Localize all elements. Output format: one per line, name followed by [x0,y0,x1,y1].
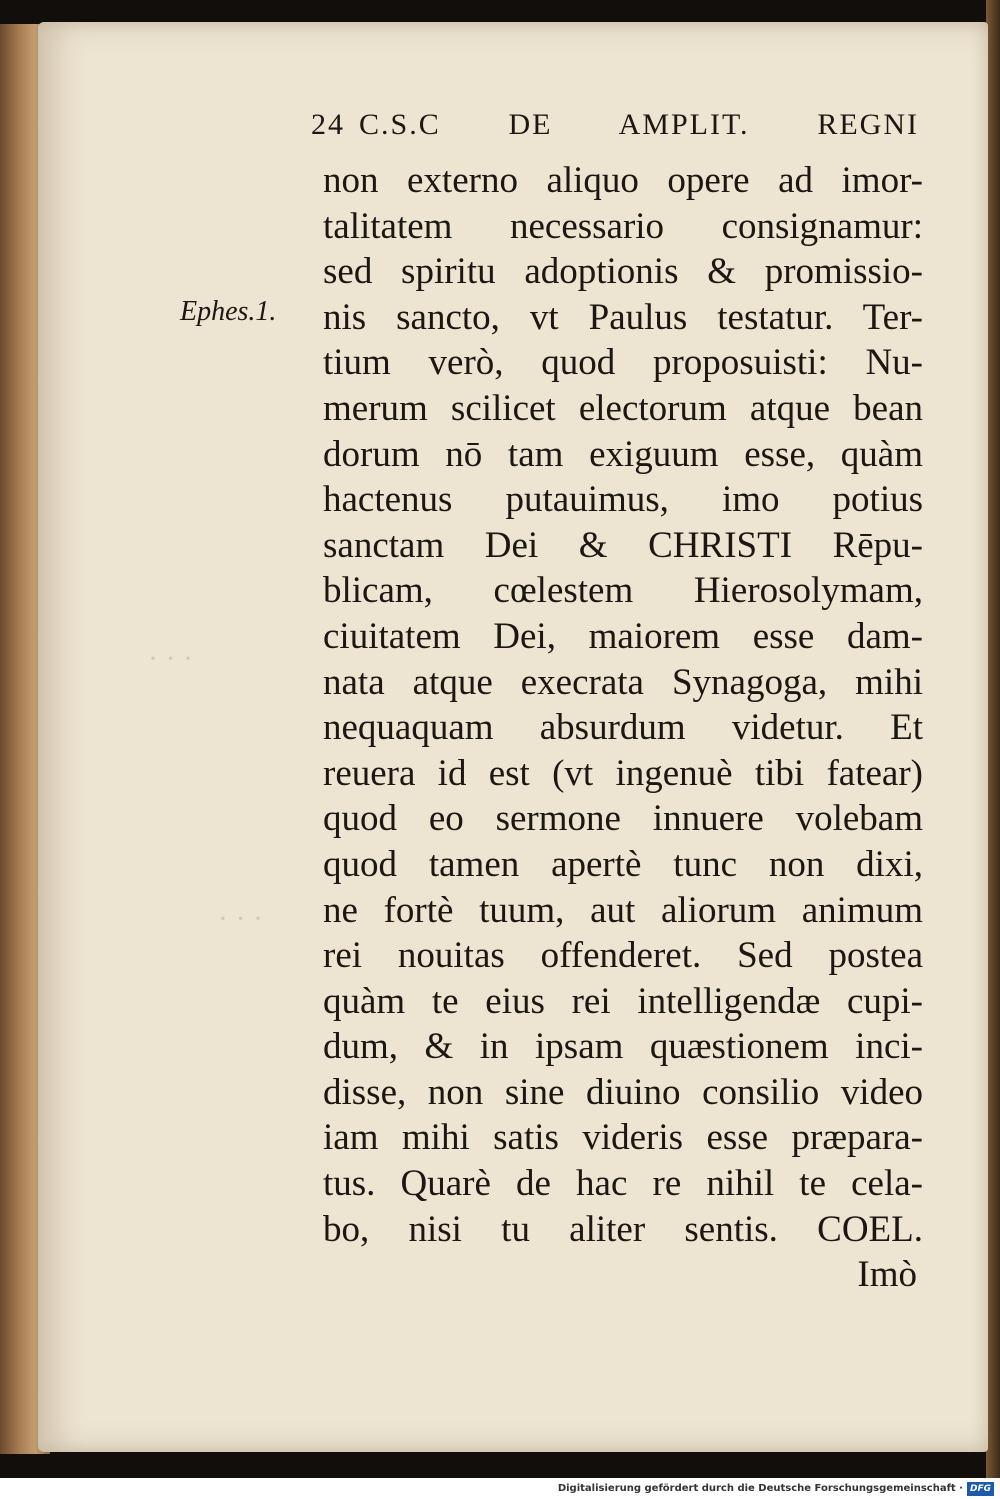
text-line: nis sancto, vt Paulus testatur. Ter- [323,296,923,338]
text-line: quàm te eius rei intelligendæ cupi- [323,980,923,1022]
text-line: quod tamen apertè tunc non dixi, [323,843,923,885]
text-line: tium verò, quod proposuisti: Nu- [323,342,923,384]
text-line: sed spiritu adoptionis & promissio- [323,251,923,293]
text-line: rei nouitas offenderet. Sed postea [323,935,923,977]
text-line: talitatem necessario consignamur: [323,205,923,247]
text-line: ne fortè tuum, aut aliorum animum [323,889,923,931]
text-line: hactenus putauimus, imo potius [323,479,923,521]
text-line: bo, nisi tu aliter sentis. COEL. [323,1208,923,1250]
book-cover-edge [986,0,1000,1478]
margin-note: Ephes.1. [180,296,277,327]
running-head [311,108,919,158]
page-number: 24 [311,108,345,141]
show-through-mark: · · · [218,902,263,935]
dfg-logo: DFG [967,1482,994,1496]
running-title: C.S.C DE AMPLIT. REGNI [359,108,919,141]
text-line: dorum nō tam exiguum esse, quàm [323,433,923,475]
text-line: sanctam Dei & CHRISTI Rēpu- [323,524,923,566]
text-line: merum scilicet electorum atque bean [323,387,923,429]
text-block [311,108,923,1298]
text-line: reuera id est (vt ingenuè tibi fatear) [323,752,923,794]
text-line: blicam, cœlestem Hierosolymam, [323,570,923,612]
text-line: non externo aliquo opere ad imor- [323,160,923,201]
body-text [323,158,923,1298]
text-line: ciuitatem Dei, maiorem esse dam- [323,615,923,657]
text-line: disse, non sine diuino consilio video [323,1071,923,1113]
text-line: quod eo sermone innuere volebam [323,798,923,840]
text-line: dum, & in ipsam quæstionem inci- [323,1026,923,1068]
text-line: tus. Quarè de hac re nihil te cela- [323,1163,923,1205]
text-line: nata atque execrata Synagoga, mihi [323,661,923,703]
footer-credit: Digitalisierung gefördert durch die Deutsche Forschungsgemeinschaft · [557,1483,963,1494]
text-line: iam mihi satis videris esse præpara- [323,1117,923,1159]
digitization-footer [0,1478,1000,1499]
show-through-mark: · · · [148,642,193,675]
text-line: nequaquam absurdum videtur. Et [323,707,923,749]
text-line: Imò [857,1254,917,1296]
